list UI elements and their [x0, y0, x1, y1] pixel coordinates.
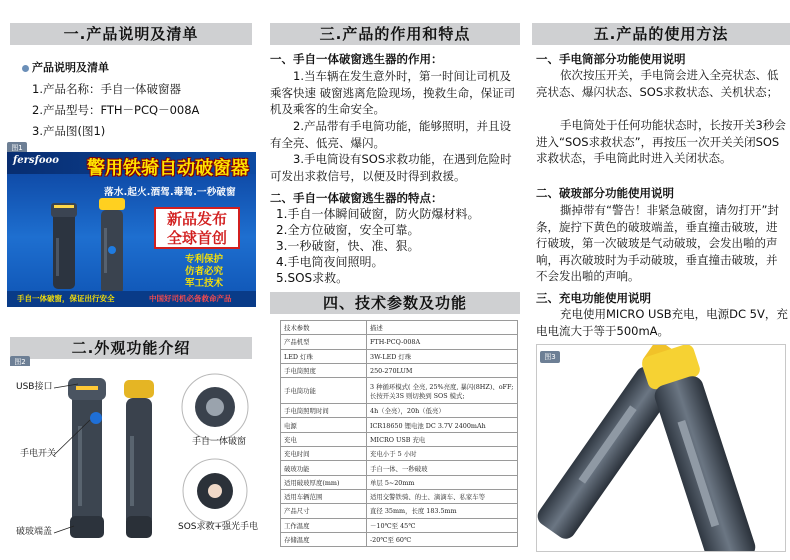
feature-4: 4.手电筒夜间照明。 — [276, 255, 384, 269]
feature-5: 5.SOS求救。 — [276, 271, 349, 285]
section-banner-2: 二.外观功能介绍 — [10, 337, 252, 359]
flashlight-product-photo — [537, 345, 785, 551]
spec-key-cell: 破玻功能 — [281, 461, 367, 475]
spec-key-cell: 适用破玻厚度(mm) — [281, 475, 367, 489]
figure-2-tag: 图2 — [10, 356, 30, 368]
paragraph-charging: 充电使用MICRO USB充电，电源DC 5V，充电电流大于等于500mA。 — [536, 307, 788, 338]
ad-bottom-right: 中国好司机必备救命产品 — [149, 294, 232, 303]
ad-slogan: 落水.起火.酒驾.毒驾.一秒破窗 — [104, 187, 236, 198]
spec-row — [281, 404, 518, 418]
spec-key-cell: 产品尺寸 — [281, 504, 367, 518]
spec-value-cell: 手自一体、一秒破玻 — [367, 461, 518, 475]
spec-row — [281, 378, 518, 404]
spec-row — [281, 349, 518, 363]
feature-2: 2.全方位破窗，安全可靠。 — [276, 223, 420, 237]
spec-key-cell: 电源 — [281, 418, 367, 432]
spec-row — [281, 447, 518, 461]
paragraph-function-2: 2.产品带有手电筒功能，能够照明，并且设有全亮、低亮、爆闪。 — [270, 119, 511, 150]
heading-flashlight-usage: 一、手电筒部分功能使用说明 — [536, 52, 686, 66]
heading-features: 二、手自一体破窗逃生器的特点： — [270, 191, 443, 205]
ad-patent-note: 专利保护 仿者必究 军工技术 — [185, 254, 224, 289]
spec-row — [281, 475, 518, 489]
spec-key-cell: 产品机型 — [281, 335, 367, 349]
figure-3-tag: 图3 — [540, 351, 560, 363]
spec-value-cell: ICR18650 锂电池 DC 3.7V 2400mAh — [367, 418, 518, 432]
spec-key-cell: 手电筒照度 — [281, 363, 367, 377]
heading-function: 一、手自一体破窗逃生器的作用： — [270, 52, 443, 66]
feature-1: 1.手自一体瞬间破窗，防火防爆材料。 — [276, 207, 480, 221]
spec-row — [281, 461, 518, 475]
paragraph-function-3: 3.手电筒设有SOS求救功能，在遇到危险时可发出求救信号，以便及时得到救援。 — [270, 152, 512, 183]
spec-key-cell: 工作温度 — [281, 518, 367, 532]
section-banner-4: 四、技术参数及功能 — [270, 292, 520, 314]
spec-key-cell: 充电时间 — [281, 447, 367, 461]
spec-value-cell: －10℃至 45℃ — [367, 518, 518, 532]
ad-logo: fersfooo — [13, 155, 59, 166]
spec-row — [281, 363, 518, 377]
spec-row — [281, 418, 518, 432]
figure-1-tag: 图1 — [7, 142, 27, 154]
list-title: 产品说明及清单 — [22, 60, 109, 76]
spec-value-cell: FTH-PCQ-008A — [367, 335, 518, 349]
heading-breaker-usage: 二、破玻部分功能使用说明 — [536, 186, 674, 200]
label-breaker-end-cap: 破玻端盖 — [16, 527, 53, 537]
label-sos-flashlight: SOS求救+强光手电 — [178, 522, 259, 532]
technical-spec-table — [280, 320, 518, 547]
bullet-dot-icon — [22, 65, 29, 72]
ad-bottom-left: 手自一体破窗，保证出行安全 — [17, 294, 115, 303]
spec-row — [281, 504, 518, 518]
section-banner-1: 一.产品说明及清单 — [10, 23, 252, 45]
spec-row — [281, 432, 518, 446]
spec-value-cell: 3 种循环模式( 全亮, 25%亮度, 暴闪(8HZ)、oFF; 长按开关3S 则切换到 SOS 模式; — [367, 378, 518, 404]
spec-value-cell: 3W-LED 灯珠 — [367, 349, 518, 363]
spec-key-cell: 手电筒功能 — [281, 378, 367, 404]
paragraph-function-1: 1.当车辆在发生意外时，第一时间让司机及乘客快速 破窗逃离危险现场，挽救生命，保证司机及乘客的生命安全。 — [270, 69, 516, 116]
spec-value-cell: 描述 — [367, 321, 518, 335]
column-product-description — [0, 0, 262, 560]
column-function-features — [264, 0, 526, 560]
ad-title: 警用铁骑自动破窗器 — [87, 158, 249, 179]
list-item-name: 1.产品名称：手自一体破窗器 — [32, 82, 181, 96]
paragraph-flashlight-modes: 依次按压开关，手电筒会进入全亮状态、低亮状态、爆闪状态、SOS求救状态、关机状态； — [536, 68, 779, 99]
column-usage-instructions — [528, 0, 790, 560]
feature-3: 3.一秒破窗，快、准、狠。 — [276, 239, 420, 253]
spec-value-cell: 单层 5~20mm — [367, 475, 518, 489]
ad-flashlight-illustration — [43, 198, 133, 294]
spec-value-cell: 250-270LUM — [367, 363, 518, 377]
spec-value-cell: 适用交警铁骑、的士、滴滴车、私家车等 — [367, 489, 518, 503]
spec-row — [281, 335, 518, 349]
label-usb-port: USB接口 — [16, 382, 53, 392]
spec-row — [281, 321, 518, 335]
section-banner-5: 五.产品的使用方法 — [532, 23, 790, 45]
spec-key-cell: 充电 — [281, 432, 367, 446]
ad-new-product-badge: 新品发布 全球首创 — [154, 207, 240, 249]
spec-value-cell: 充电小于 5 小时 — [367, 447, 518, 461]
spec-key-cell: 存储温度 — [281, 532, 367, 546]
spec-value-cell: -20℃至 60℃ — [367, 532, 518, 546]
appearance-figure — [6, 366, 259, 546]
spec-row — [281, 489, 518, 503]
list-item-figure: 3.产品图(图1) — [32, 124, 106, 138]
spec-key-cell: 适用车辆范围 — [281, 489, 367, 503]
product-ad-image — [7, 152, 256, 307]
spec-value-cell: 直径 35mm，长度 183.5mm — [367, 504, 518, 518]
list-item-model: 2.产品型号：FTH－PCQ－008A — [32, 103, 200, 117]
spec-value-cell: 4h（全亮），20h（低亮） — [367, 404, 518, 418]
label-auto-window-breaker: 手自一体破窗 — [192, 437, 247, 447]
spec-key-cell: LED 灯珠 — [281, 349, 367, 363]
spec-row — [281, 518, 518, 532]
spec-row — [281, 532, 518, 546]
label-flashlight-switch: 手电开关 — [20, 449, 57, 459]
spec-value-cell: MICRO USB 充电 — [367, 432, 518, 446]
paragraph-sos-mode: 手电筒处于任何功能状态时，长按开关3秒会进入“SOS求救状态”，再按压一次开关关闭SOS求救状态，手电筒此时进入关闭状态。 — [536, 118, 786, 165]
section-banner-3: 三.产品的作用和特点 — [270, 23, 520, 45]
spec-key-cell: 手电筒照明时间 — [281, 404, 367, 418]
product-photo-frame — [536, 344, 786, 552]
spec-key-cell: 技术参数 — [281, 321, 367, 335]
heading-charging-usage: 三、充电功能使用说明 — [536, 291, 651, 305]
paragraph-breaker-usage: 撕掉带有“警告！非紧急破窗，请勿打开”封条，旋拧下黄色的破玻端盖，垂直撞击破玻，进行破玻，第一次破玻是气动破玻，会发出啪的声响，再次破玻时为手动破玻，垂直撞击破玻，并不会发出啪的声响。 — [536, 203, 779, 283]
